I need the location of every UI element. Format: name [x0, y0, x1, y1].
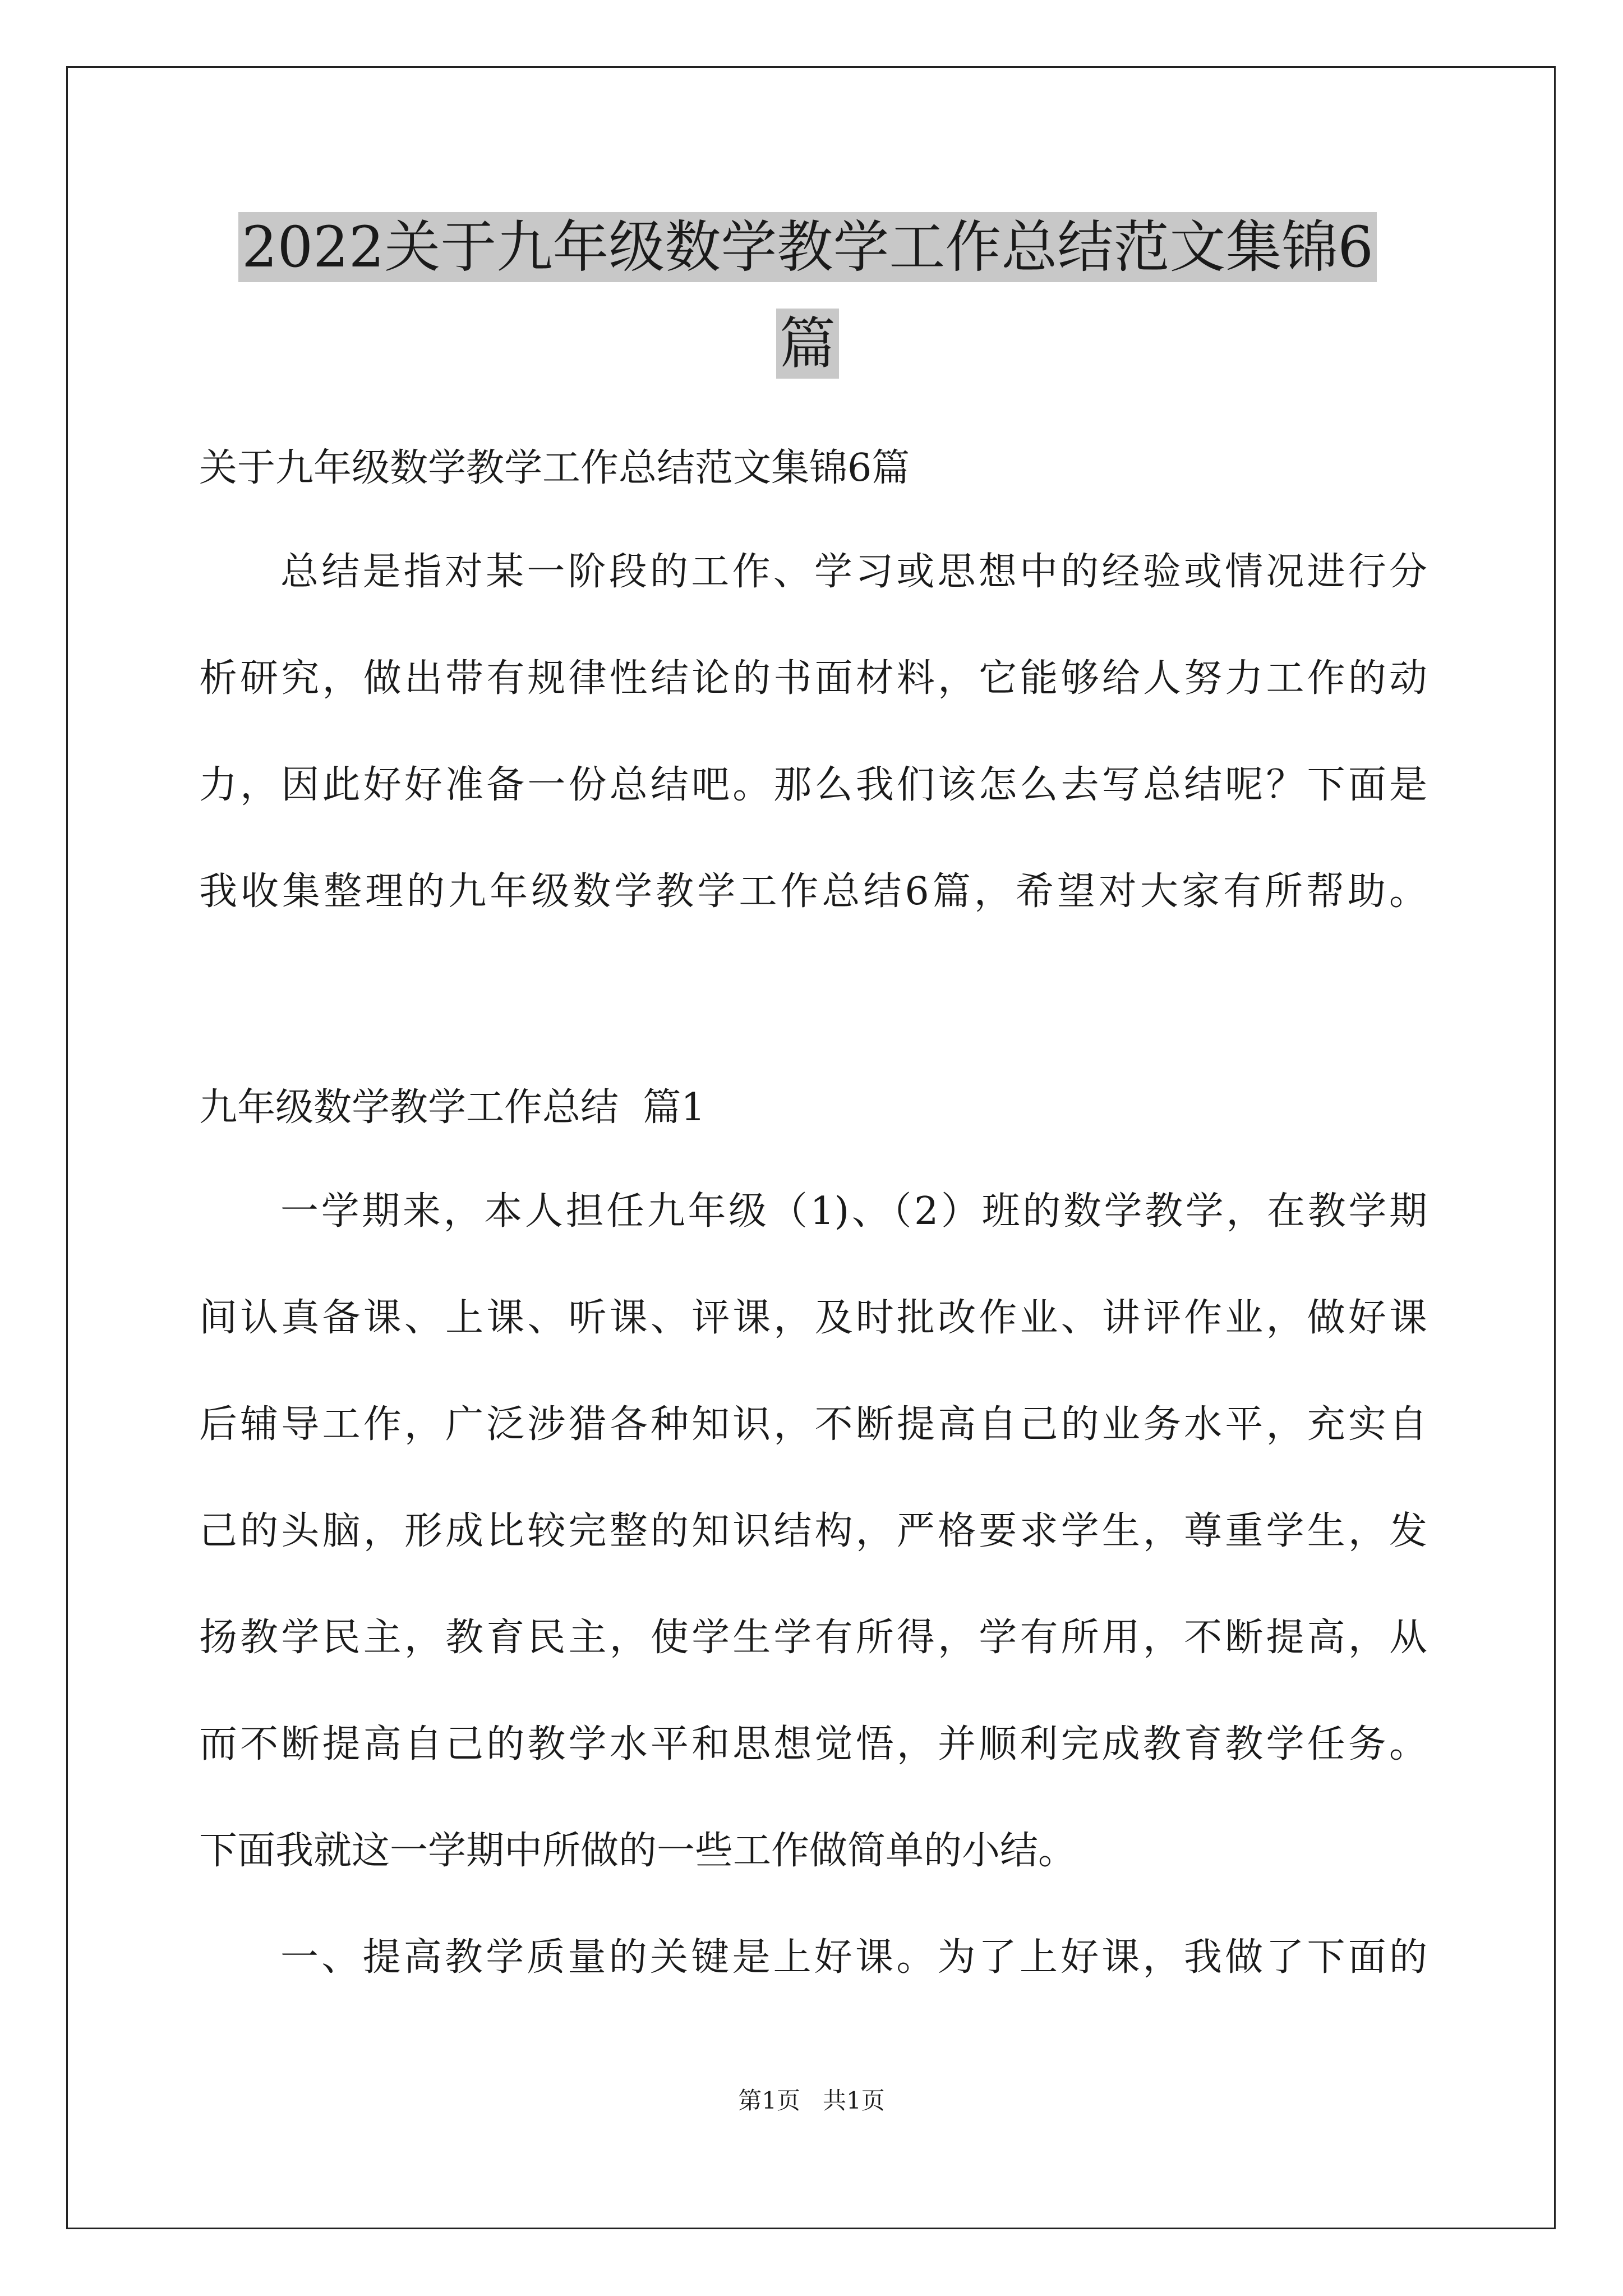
document-title — [191, 199, 1424, 392]
body-line-3: 后辅导工作，广泛涉猎各种知识，不断提高自己的业务水平，充实自 — [199, 1402, 1427, 1447]
body-line-5: 扬教学民主，教育民主，使学生学有所得，学有所用，不断提高，从 — [199, 1616, 1427, 1660]
page-footer: 第1页 共1页 — [738, 2087, 885, 2114]
body-line-2: 间认真备课、上课、听课、评课，及时批改作业、讲评作业，做好课 — [199, 1296, 1427, 1340]
body-line-6: 而不断提高自己的教学水平和思想觉悟，并顺利完成教育教学任务。 — [199, 1722, 1427, 1766]
intro-line-4: 我收集整理的九年级数学教学工作总结6篇，希望对大家有所帮助。 — [199, 869, 1427, 914]
title-line-1: 2022关于九年级数学教学工作总结范文集锦6 — [238, 212, 1377, 282]
document-subtitle: 关于九年级数学教学工作总结范文集锦6篇 — [199, 446, 910, 490]
intro-line-2: 析研究，做出带有规律性结论的书面材料，它能够给人努力工作的动 — [199, 656, 1427, 701]
section-heading: 九年级数学教学工作总结 篇1 — [199, 1085, 706, 1130]
intro-line-3: 力，因此好好准备一份总结吧。那么我们该怎么去写总结呢？下面是 — [199, 763, 1427, 807]
body-line-8: 一、提高教学质量的关键是上好课。为了上好课，我做了下面的 — [280, 1935, 1427, 1980]
intro-line-1: 总结是指对某一阶段的工作、学习或思想中的经验或情况进行分 — [280, 550, 1427, 594]
body-line-7: 下面我就这一学期中所做的一些工作做简单的小结。 — [199, 1829, 1077, 1873]
title-line-2: 篇 — [776, 309, 839, 379]
body-line-1: 一学期来，本人担任九年级（1)、（2）班的数学教学，在教学期 — [280, 1189, 1427, 1234]
body-line-4: 己的头脑，形成比较完整的知识结构，严格要求学生，尊重学生，发 — [199, 1509, 1427, 1553]
